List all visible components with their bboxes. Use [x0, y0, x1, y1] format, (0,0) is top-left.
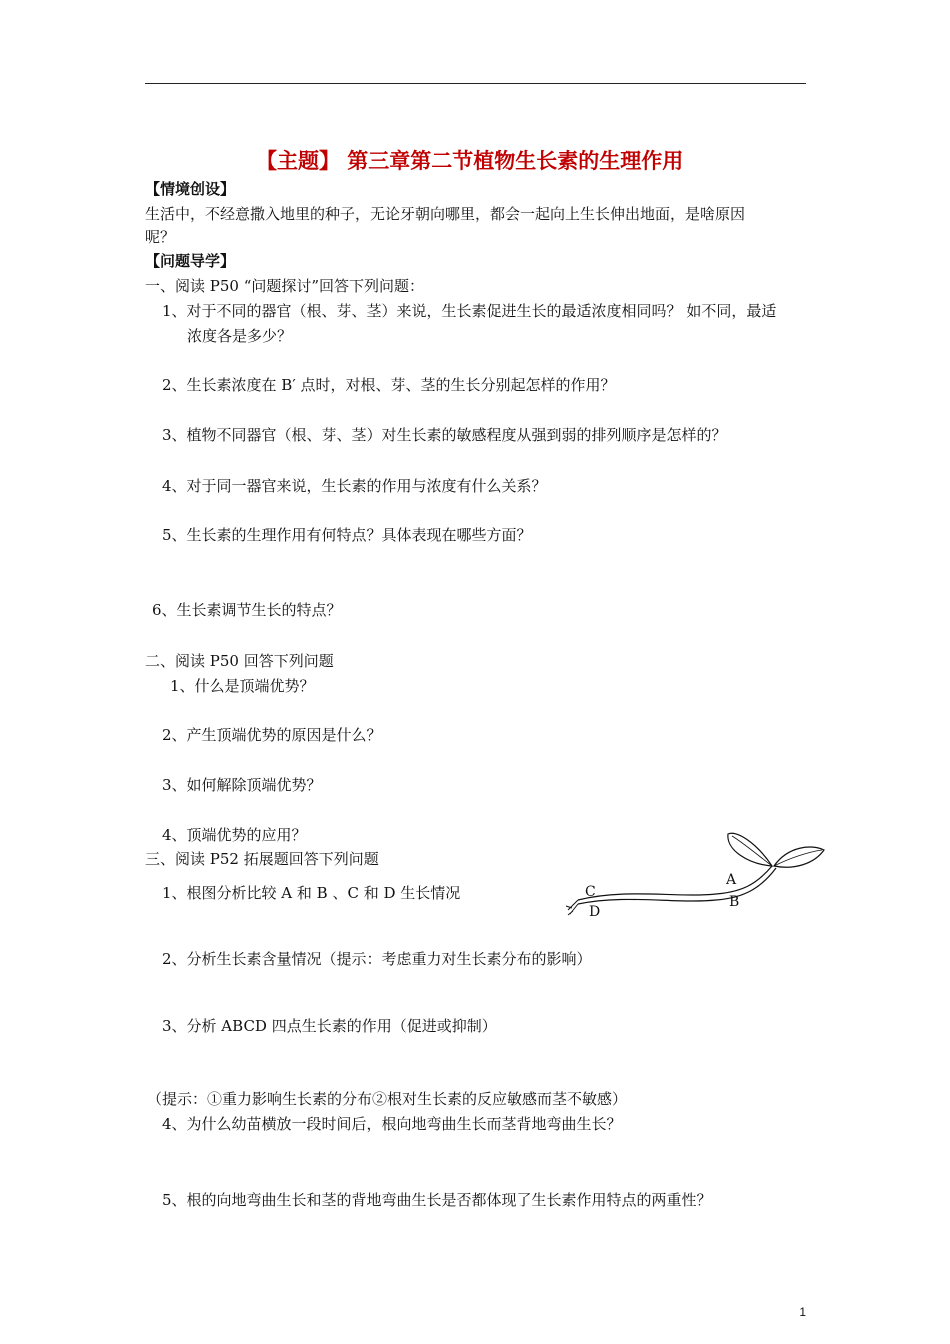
page-number: 1: [799, 1305, 806, 1319]
part1-question-5: 5、生长素的生理作用有何特点？具体表现在哪些方面？: [162, 526, 532, 544]
part3-question-3: 3、分析 ABCD 四点生长素的作用（促进或抑制）: [162, 1017, 497, 1035]
part2-question-2: 2、产生顶端优势的原因是什么？: [162, 726, 382, 744]
part3-question-5: 5、根的向地弯曲生长和茎的背地弯曲生长是否都体现了生长素作用特点的两重性？: [162, 1191, 712, 1209]
part1-question-6: 6、生长素调节生长的特点？: [152, 601, 342, 619]
part2-title: 二、阅读 P50 回答下列问题: [145, 652, 334, 670]
figure-label-c: C: [585, 884, 596, 900]
part1-question-2: 2、生长素浓度在 B′ 点时，对根、芽、茎的生长分别起怎样的作用？: [162, 376, 616, 394]
part3-question-2: 2、分析生长素含量情况（提示：考虑重力对生长素分布的影响）: [162, 950, 592, 968]
part1-question-1-line-1: 1、对于不同的器官（根、芽、茎）来说，生长素促进生长的最适浓度相同吗？ 如不同，最适: [162, 302, 777, 320]
part1-question-3: 3、植物不同器官（根、芽、茎）对生长素的敏感程度从强到弱的排列顺序是怎样的？: [162, 426, 727, 444]
seedling-stem-lower: [578, 868, 776, 904]
part2-question-3: 3、如何解除顶端优势？: [162, 776, 322, 794]
situation-line-2: 呢？: [145, 228, 176, 246]
situation-line-1: 生活中，不经意撒入地里的种子，无论牙朝向哪里，都会一起向上生长伸出地面，是啥原因: [145, 205, 746, 223]
part3-hint: （提示：①重力影响生长素的分布②根对生长素的反应敏感而茎不敏感）: [147, 1090, 628, 1108]
figure-label-a: A: [726, 872, 737, 888]
part3-title: 三、阅读 P52 拓展题回答下列问题: [145, 850, 379, 868]
seedling-figure: [556, 822, 828, 926]
header-rule: [145, 83, 806, 84]
part1-question-4: 4、对于同一器官来说，生长素的作用与浓度有什么关系？: [162, 477, 547, 495]
seedling-root-tip: [566, 900, 578, 915]
part3-question-4: 4、为什么幼苗横放一段时间后，根向地弯曲生长而茎背地弯曲生长？: [162, 1115, 622, 1133]
page-title: 【主题】 第三章第二节植物生长素的生理作用: [256, 148, 684, 173]
part1-question-1-line-2: 浓度各是多少？: [187, 327, 293, 345]
part2-question-1: 1、什么是顶端优势？: [170, 677, 315, 695]
guide-heading: 【问题导学】: [145, 252, 236, 270]
figure-label-d: D: [589, 904, 601, 920]
figure-label-b: B: [729, 894, 740, 910]
part3-question-1: 1、根图分析比较 A 和 B 、C 和 D 生长情况: [162, 884, 461, 902]
part2-question-4: 4、顶端优势的应用？: [162, 826, 307, 844]
situation-heading: 【情境创设】: [145, 180, 236, 198]
seedling-leaf-right: [774, 847, 824, 867]
part1-title: 一、阅读 P50 “问题探讨”回答下列问题：: [145, 277, 425, 295]
